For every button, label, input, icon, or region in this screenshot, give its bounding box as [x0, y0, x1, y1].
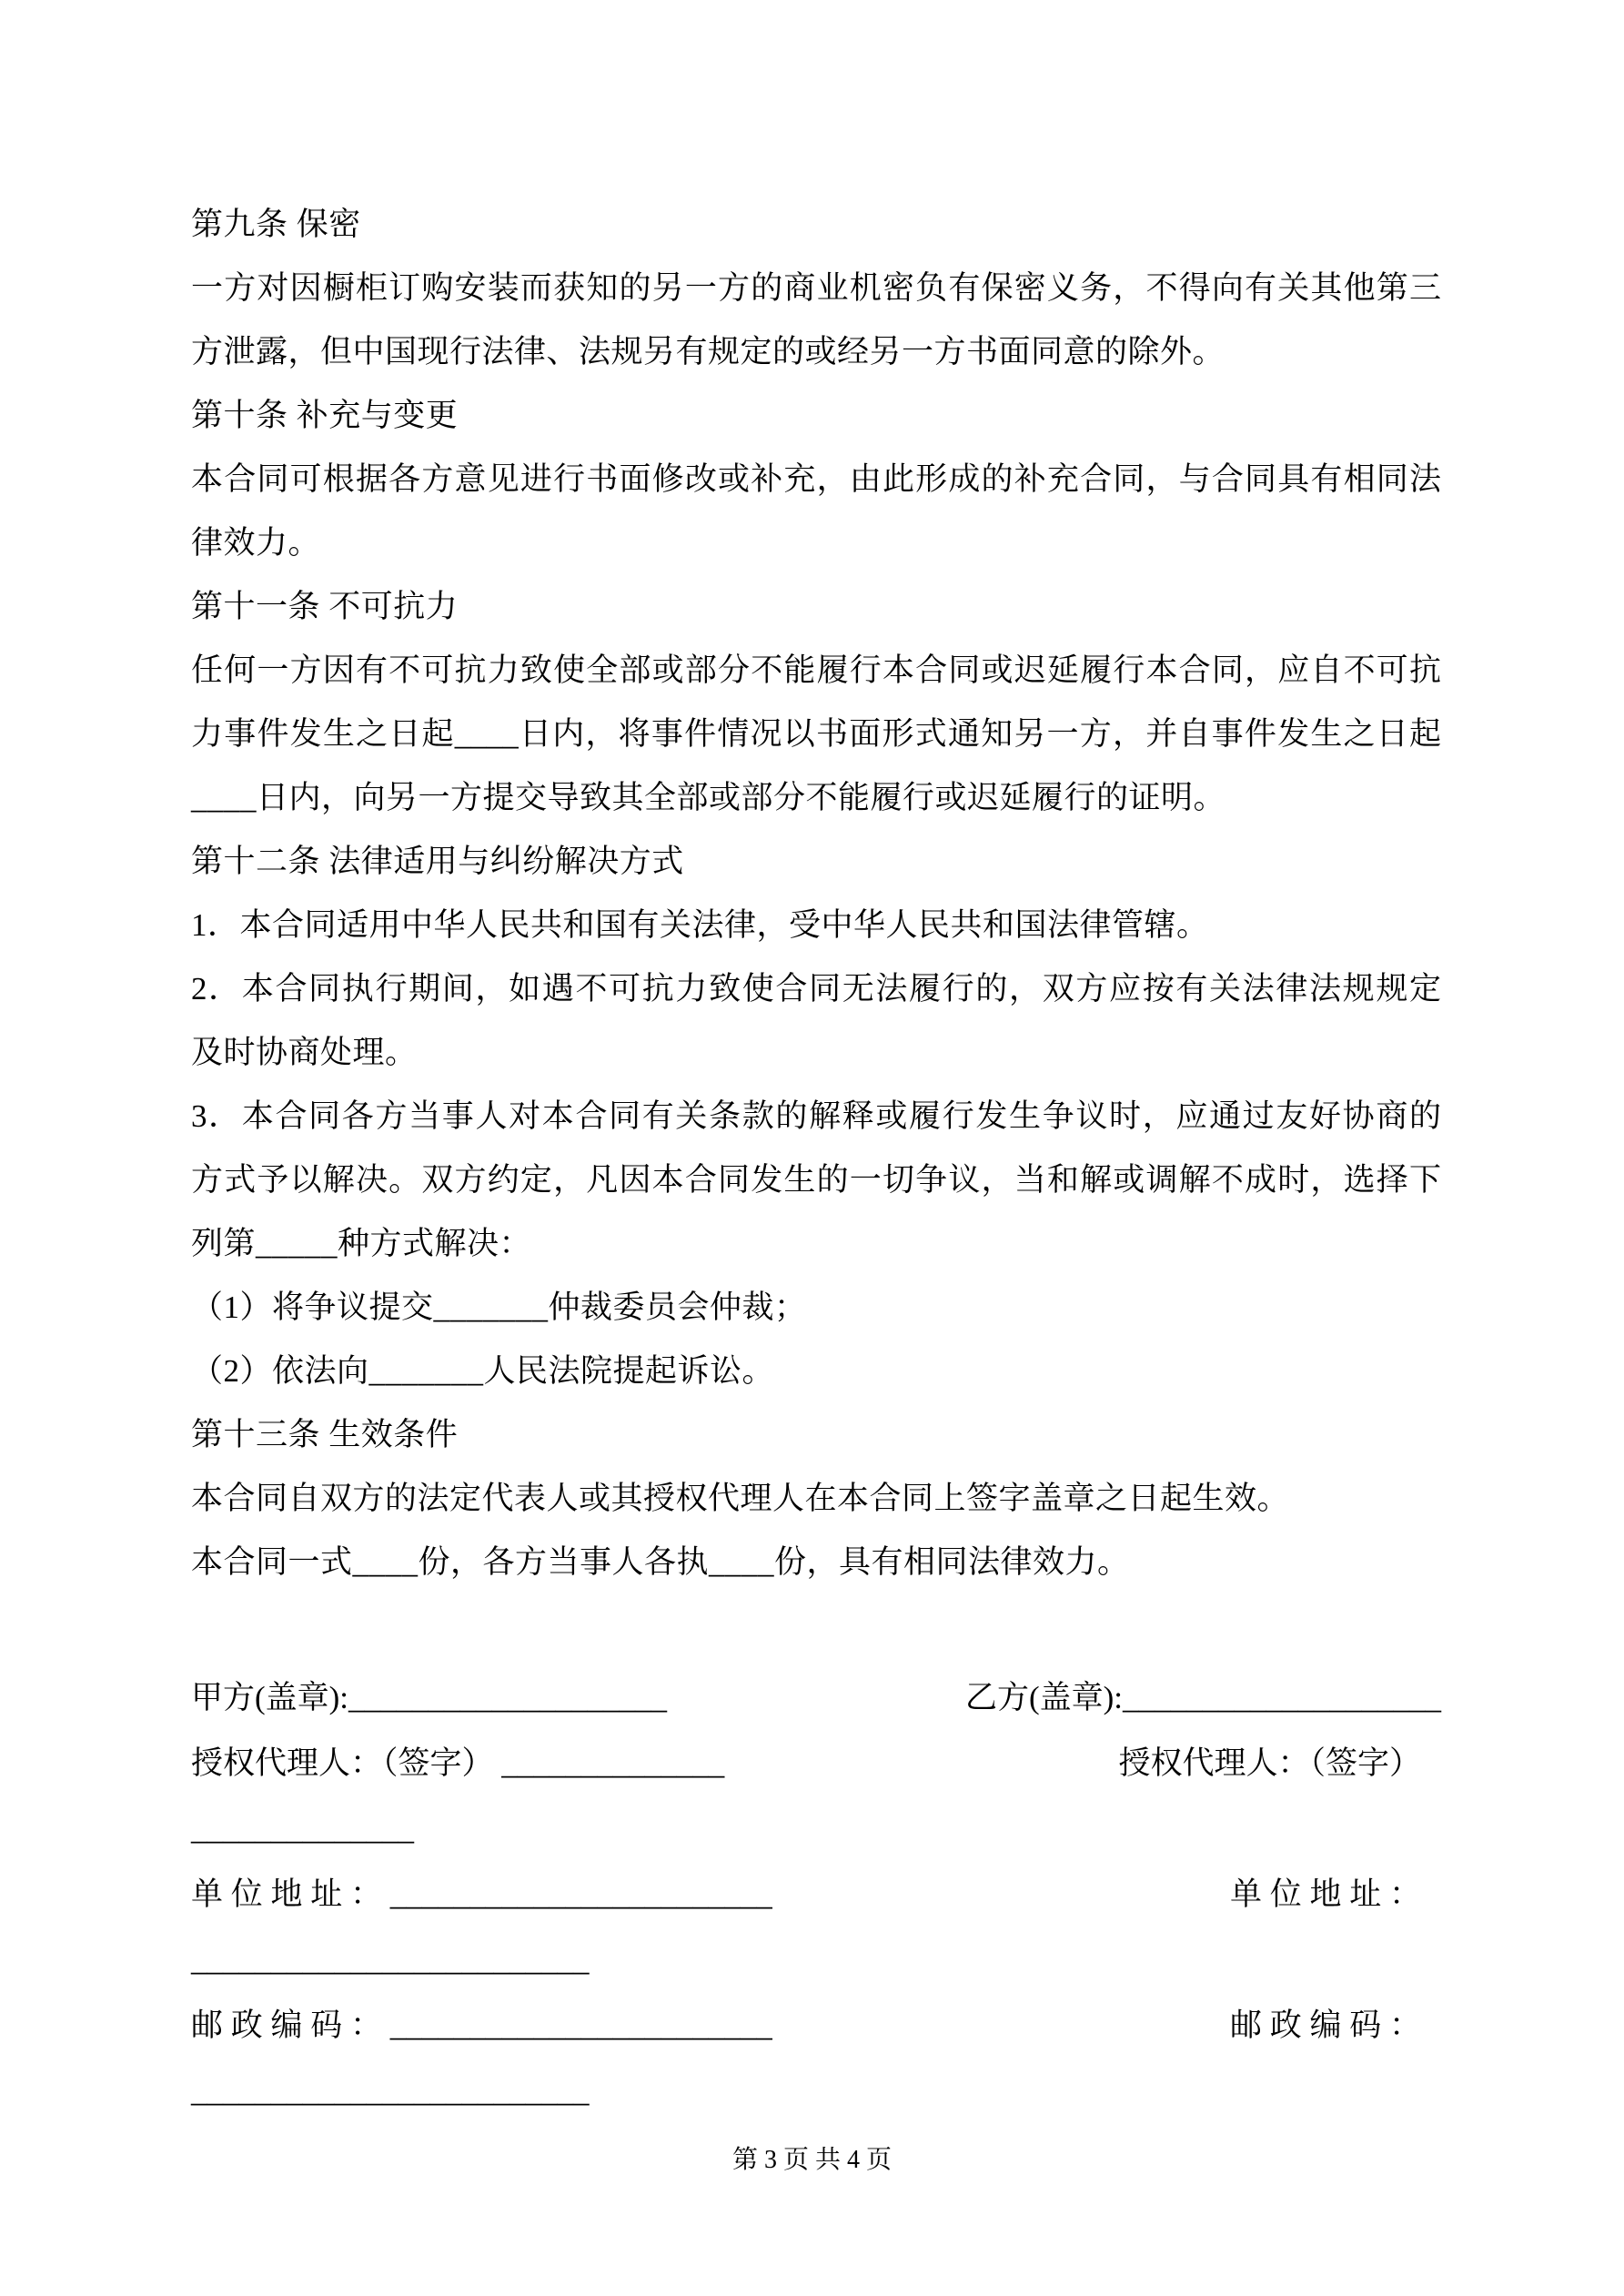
body-line: 方泄露，但中国现行法律、法规另有规定的或经另一方书面同意的除外。	[191, 334, 1226, 369]
body-line-with-blank: ____日内，向另一方提交导致其全部或部分不能履行或迟延履行的证明。	[191, 780, 1226, 815]
party-a-postcode-continuation-blank: _________________________	[191, 2073, 590, 2109]
party-a-agent-continuation-blank: ______________	[191, 1811, 414, 1846]
body-line: 任何一方因有不可抗力致使全部或部分不能履行本合同或迟延履行本合同，应自不可抗	[191, 652, 1441, 688]
party-a-address-line: 单 位 地 址 ： ________________________	[191, 1876, 772, 1912]
party-b-postcode-label: 邮 政 编 码 ：	[1229, 2008, 1421, 2043]
numbered-item-1: 1．本合同适用中华人民共和国有关法律，受中华人民共和国法律管辖。	[191, 907, 1209, 943]
body-line: 方式予以解决。双方约定，凡因本合同发生的一切争议，当和解或调解不成时，选择下	[191, 1162, 1441, 1198]
party-a-address-continuation-blank: _________________________	[191, 1942, 590, 1977]
signature-row-address	[191, 1862, 1441, 1927]
page-number-footer: 第 3 页 共 4 页	[731, 2146, 892, 2174]
party-b-address-label: 单 位 地 址 ：	[1229, 1876, 1421, 1912]
signature-block	[191, 1665, 1441, 2124]
party-a-postcode-line: 邮 政 编 码 ： ________________________	[191, 2008, 772, 2043]
party-b-agent-signature-label: 授权代理人：（签字）	[1118, 1745, 1421, 1781]
signature-row-blank	[191, 1927, 1441, 1993]
clause-12-heading: 第十二条 法律适用与纠纷解决方式	[191, 844, 684, 879]
signature-row-postcode	[191, 1993, 1441, 2058]
body-line: 本合同可根据各方意见进行书面修改或补充，由此形成的补充合同，与合同具有相同法	[191, 461, 1441, 497]
party-a-seal-line: 甲方(盖章):____________________	[191, 1680, 668, 1715]
numbered-item-2: 2．本合同执行期间，如遇不可抗力致使合同无法履行的，双方应按有关法律法规规定	[191, 971, 1441, 1006]
party-b-seal-line: 乙方(盖章):____________________	[964, 1680, 1441, 1715]
clause-10-heading: 第十条 补充与变更	[191, 398, 459, 433]
body-line: 一方对因橱柜订购安装而获知的另一方的商业机密负有保密义务，不得向有关其他第三	[191, 270, 1441, 306]
option-2-litigation: （2）依法向_______人民法院提起诉讼。	[191, 1353, 775, 1389]
signature-row-agent	[191, 1731, 1441, 1796]
clause-9-heading: 第九条 保密	[191, 207, 361, 242]
party-a-agent-signature-line: 授权代理人：（签字） ______________	[191, 1745, 725, 1781]
body-line-with-blank: 力事件发生之日起____日内，将事件情况以书面形式通知另一方，并自事件发生之日起	[191, 716, 1441, 752]
signature-row-blank	[191, 1796, 1441, 1862]
signature-row-blank	[191, 2058, 1441, 2124]
clause-11-heading: 第十一条 不可抗力	[191, 589, 459, 624]
clause-13-heading: 第十三条 生效条件	[191, 1417, 459, 1452]
body-line-with-blank: 列第_____种方式解决：	[191, 1226, 532, 1261]
option-1-arbitration: （1）将争议提交_______仲裁委员会仲裁；	[191, 1290, 807, 1325]
contract-body	[191, 193, 1441, 1594]
body-line: 本合同自双方的法定代表人或其授权代理人在本合同上签字盖章之日起生效。	[191, 1481, 1290, 1516]
body-line: 律效力。	[191, 525, 321, 561]
body-line: 及时协商处理。	[191, 1035, 418, 1070]
signature-row-seal	[191, 1665, 1441, 1731]
numbered-item-3: 3．本合同各方当事人对本合同有关条款的解释或履行发生争议时，应通过友好协商的	[191, 1098, 1441, 1134]
body-line-with-blank: 本合同一式____份，各方当事人各执____份，具有相同法律效力。	[191, 1544, 1130, 1580]
